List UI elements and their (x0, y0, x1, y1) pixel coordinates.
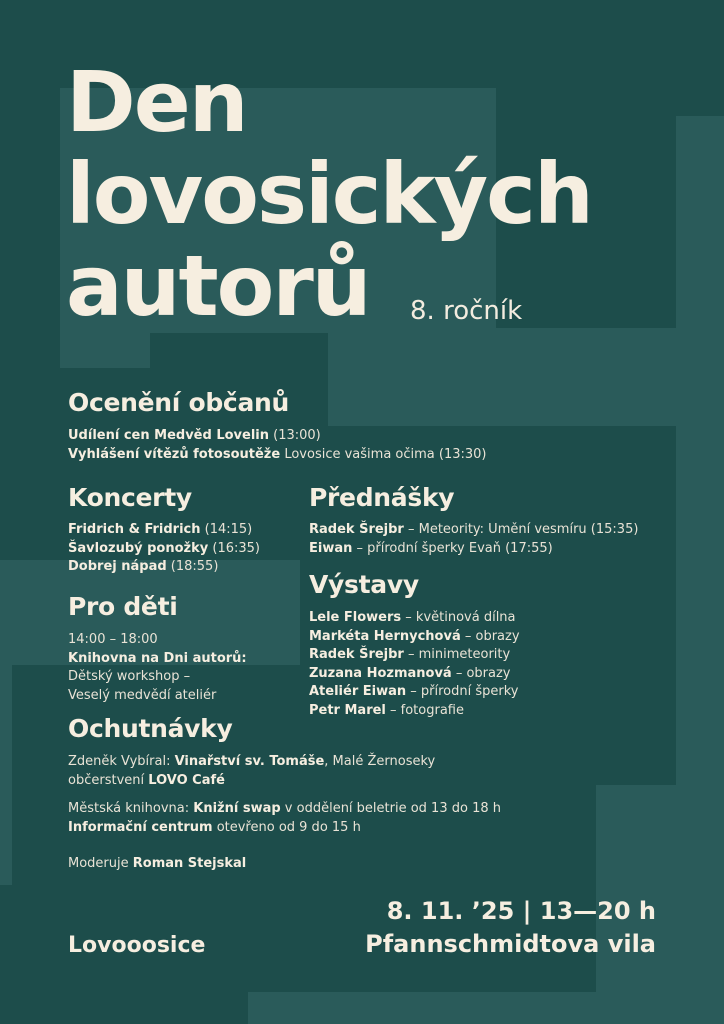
pro-deti-item: Veselý medvědí ateliér (68, 687, 217, 703)
title-line-2: lovosických (66, 145, 592, 243)
section-heading-prednasky: Přednášky (309, 483, 455, 512)
prednasky-item: Eiwan – přírodní šperky Evaň (17:55) (309, 540, 553, 556)
pro-deti-item: Dětský workshop – (68, 669, 191, 684)
prednasky-list (309, 521, 638, 558)
vystavy-item: Radek Šrejbr – minimeteority (309, 647, 511, 662)
vystavy-list (309, 609, 520, 720)
title-line-3: autorů (66, 237, 370, 335)
bg-block-bottom-right (596, 785, 686, 992)
oceneni-item: Vyhlášení vítězů fotosoutěže Lovosice vašima očima (13:30) (68, 446, 487, 462)
vystavy-item: Lele Flowers – květinová dílna (309, 610, 516, 625)
title-line-1: Den (66, 53, 247, 151)
bg-block-bottom (248, 992, 724, 1024)
page-title (66, 53, 592, 335)
pro-deti-time: 14:00 – 18:00 (68, 632, 158, 647)
event-date-time: 8. 11. ’25 | 13—20 h (386, 897, 656, 925)
koncerty-list (68, 521, 260, 577)
bg-block-mid (328, 328, 724, 426)
oceneni-list (68, 427, 487, 464)
event-venue: Pfannschmidtova vila (365, 930, 656, 958)
edition-label: 8. ročník (410, 296, 523, 326)
vystavy-item: Markéta Hernychová – obrazy (309, 628, 520, 644)
vystavy-item: Petr Marel – fotografie (309, 702, 464, 718)
section-heading-koncerty: Koncerty (68, 483, 192, 512)
koncerty-item: Fridrich & Fridrich (14:15) (68, 522, 253, 537)
section-heading-pro-deti: Pro děti (68, 592, 178, 621)
knihovna-item: Městská knihovna: Knižní swap v oddělení beletrie od 13 do 18 h (68, 801, 501, 816)
prednasky-item: Radek Šrejbr – Meteority: Umění vesmíru (15:35) (309, 522, 639, 537)
section-heading-vystavy: Výstavy (309, 570, 419, 599)
section-heading-ochutnavky: Ochutnávky (68, 714, 233, 743)
vystavy-item: Ateliér Eiwan – přírodní šperky (309, 684, 519, 699)
vystavy-item: Zuzana Hozmanová – obrazy (309, 665, 511, 681)
oceneni-item: Udílení cen Medvěd Lovelin (13:00) (68, 428, 321, 443)
ochutnavky-item: občerstvení LOVO Café (68, 772, 225, 788)
knihovna-info (68, 800, 501, 837)
moderator-line: Moderuje Roman Stejskal (68, 856, 247, 871)
koncerty-item: Šavlozubý ponožky (16:35) (68, 540, 260, 556)
section-heading-oceneni: Ocenění občanů (68, 388, 290, 417)
pro-deti-list (68, 631, 247, 705)
ochutnavky-item: Zdeněk Vybíral: Vinařství sv. Tomáše, Malé Žernoseky (68, 754, 436, 769)
brand-logo-text: Lovooosice (68, 933, 206, 958)
pro-deti-item: Knihovna na Dni autorů: (68, 650, 247, 666)
ochutnavky-list (68, 753, 435, 790)
infocentrum-item: Informační centrum otevřeno od 9 do 15 h (68, 819, 361, 835)
bg-block-edge-left (0, 665, 12, 885)
koncerty-item: Dobrej nápad (18:55) (68, 559, 219, 574)
